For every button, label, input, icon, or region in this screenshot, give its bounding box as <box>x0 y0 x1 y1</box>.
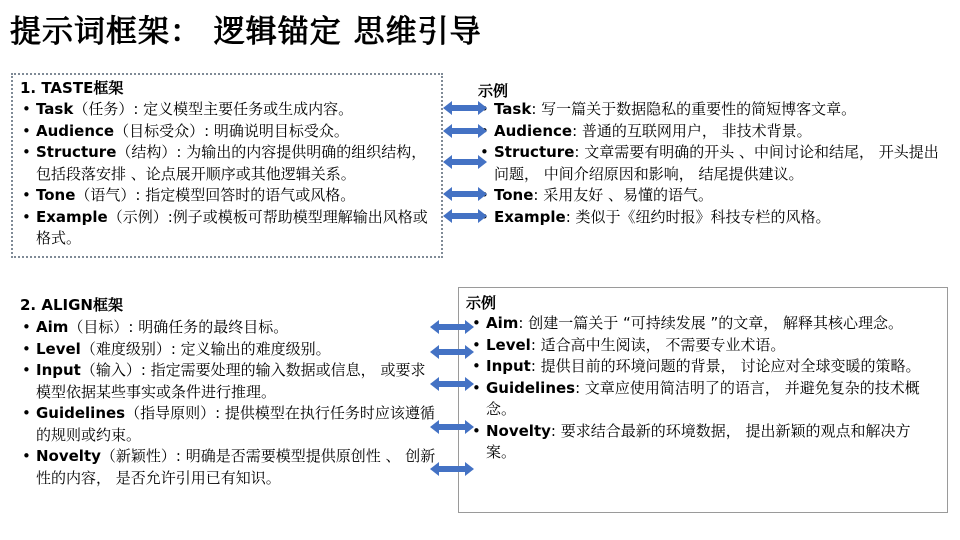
list-item <box>18 185 438 207</box>
term: Level <box>36 339 81 358</box>
desc: : 创建一篇关于 “可持续发展 ”的文章， 解释其核心理念。 <box>518 314 904 332</box>
double-arrow-icon <box>443 187 487 201</box>
term: Input <box>36 361 81 379</box>
list-item <box>468 335 940 357</box>
desc: （示例）:例子或模板可帮助模型理解输出风格或格式。 <box>36 207 428 247</box>
list-item <box>468 356 940 378</box>
desc: （任务）: 定义模型主要任务或生成内容。 <box>73 100 354 118</box>
term: Task <box>36 100 74 118</box>
align-examples-list <box>468 313 940 464</box>
page-title: 提示词框架： 逻辑锚定 思维引导 <box>10 14 482 50</box>
desc: : 文章应使用简洁明了的语言， 并避免复杂的技术概念。 <box>486 378 920 418</box>
term: Audience <box>494 121 573 140</box>
align-heading: 2. ALIGN框架 <box>20 296 123 314</box>
taste-list <box>18 99 438 250</box>
desc: （目标）: 明确任务的最终目标。 <box>68 318 289 336</box>
term: Audience <box>36 121 115 140</box>
desc: （新颖性）: 明确是否需要模型提供原创性 、 创新性的内容， 是否允许引用已有知识。 <box>36 447 436 487</box>
list-item <box>468 378 940 421</box>
term: Example <box>36 207 108 226</box>
double-arrow-icon <box>443 101 487 115</box>
term: Structure <box>36 143 117 161</box>
list-item <box>18 403 438 446</box>
list-item <box>476 142 940 185</box>
desc: : 要求结合最新的环境数据， 提出新颖的观点和解决方案。 <box>486 421 911 461</box>
double-arrow-icon <box>443 155 487 169</box>
list-item <box>18 121 438 143</box>
list-item <box>18 360 438 403</box>
taste-examples-list <box>476 99 940 228</box>
term: Tone <box>36 186 76 204</box>
desc: : 采用友好 、易懂的语气。 <box>533 186 713 204</box>
list-item <box>476 121 940 143</box>
desc: : 文章需要有明确的开头 、中间讨论和结尾， 开头提出问题， 中间介绍原因和影响， 结尾提供建议。 <box>494 143 939 183</box>
double-arrow-icon <box>430 462 474 476</box>
list-item <box>468 313 940 335</box>
term: Tone <box>494 186 534 204</box>
list-item <box>18 317 438 339</box>
term: Task <box>494 100 532 118</box>
term: Input <box>486 357 531 375</box>
desc: : 适合高中生阅读， 不需要专业术语。 <box>530 335 786 354</box>
desc: : 提供目前的环境问题的背景， 讨论应对全球变暖的策略。 <box>530 357 921 375</box>
term: Novelty <box>486 421 551 440</box>
term: Aim <box>486 314 519 332</box>
align-list <box>18 317 438 489</box>
desc: （语气）: 指定模型回答时的语气或风格。 <box>75 186 356 204</box>
taste-heading: 1. TASTE框架 <box>20 79 124 97</box>
term: Guidelines <box>36 404 126 422</box>
list-item <box>476 207 940 229</box>
term: Aim <box>36 318 69 336</box>
desc: : 写一篇关于数据隐私的重要性的简短博客文章。 <box>531 100 857 118</box>
term: Structure <box>494 143 575 161</box>
list-item <box>18 339 438 361</box>
term: Example <box>494 207 566 226</box>
term: Level <box>486 335 531 354</box>
desc: （结构）: 为输出的内容提供明确的组织结构，包括段落安排 、论点展开顺序或其他逻辑关系。 <box>36 143 427 183</box>
list-item <box>18 99 438 121</box>
double-arrow-icon <box>443 124 487 138</box>
double-arrow-icon <box>430 420 474 434</box>
desc: : 普通的互联网用户， 非技术背景。 <box>572 121 812 140</box>
desc: （指导原则）: 提供模型在执行任务时应该遵循的规则或约束。 <box>36 404 435 444</box>
desc: （难度级别）: 定义输出的难度级别。 <box>80 339 331 358</box>
desc: : 类似于《纽约时报》科技专栏的风格。 <box>565 207 831 226</box>
double-arrow-icon <box>430 345 474 359</box>
taste-examples-heading: 示例 <box>478 82 509 100</box>
list-item <box>18 446 438 489</box>
list-item <box>476 99 940 121</box>
double-arrow-icon <box>430 320 474 334</box>
list-item <box>18 142 438 185</box>
align-examples-heading: 示例 <box>466 294 497 312</box>
list-item <box>476 185 940 207</box>
list-item <box>468 421 940 464</box>
desc: （目标受众）: 明确说明目标受众。 <box>114 121 349 140</box>
desc: （输入）: 指定需要处理的输入数据或信息， 或要求模型依据某些事实或条件进行推理。 <box>36 361 426 401</box>
double-arrow-icon <box>443 209 487 223</box>
term: Novelty <box>36 447 101 465</box>
list-item <box>18 207 438 250</box>
double-arrow-icon <box>430 377 474 391</box>
term: Guidelines <box>486 378 576 397</box>
